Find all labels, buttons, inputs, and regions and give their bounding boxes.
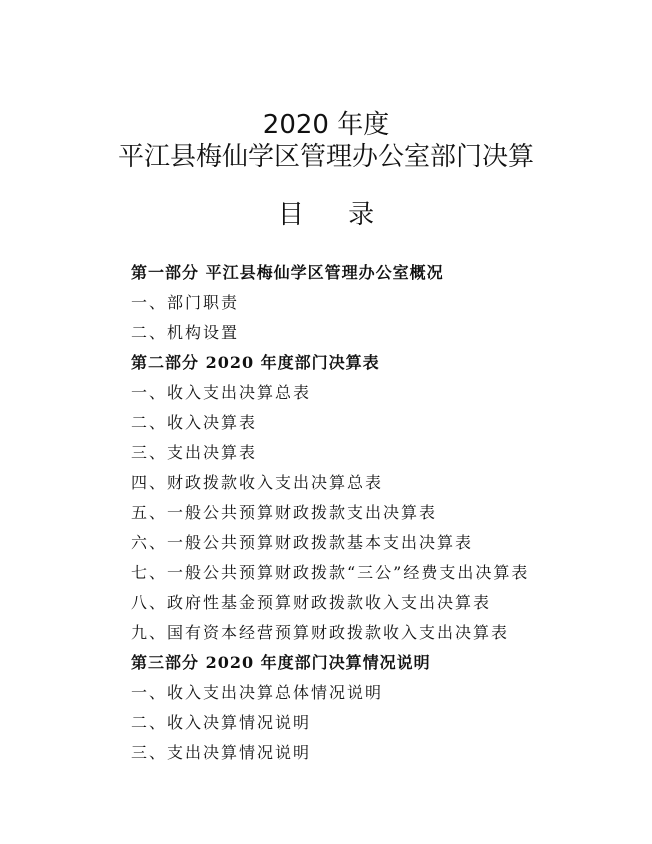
toc-heading: 目 录 bbox=[277, 200, 393, 230]
toc-item-three-public-expenses: 七、一般公共预算财政拨款“三公”经费支出决算表 bbox=[131, 563, 530, 582]
toc-item-income-description: 二、收入决算情况说明 bbox=[131, 713, 312, 732]
toc-item-overall-description: 一、收入支出决算总体情况说明 bbox=[131, 683, 384, 702]
toc-item-general-budget-basic-expense: 六、一般公共预算财政拨款基本支出决算表 bbox=[131, 533, 474, 552]
toc-part-3: 第三部分 2020 年度部门决算情况说明 bbox=[131, 653, 431, 672]
toc-item-fiscal-appropriation-summary: 四、财政拨款收入支出决算总表 bbox=[131, 473, 384, 492]
toc-item-department-duties: 一、部门职责 bbox=[131, 293, 240, 312]
toc-item-expense-description: 三、支出决算情况说明 bbox=[131, 743, 312, 762]
toc-part-1: 第一部分 平江县梅仙学区管理办公室概况 bbox=[131, 263, 444, 282]
toc-item-government-fund: 八、政府性基金预算财政拨款收入支出决算表 bbox=[131, 593, 492, 612]
document-year-title: 2020 年度 bbox=[262, 110, 390, 140]
toc-item-expense-table: 三、支出决算表 bbox=[131, 443, 258, 462]
document-main-title: 平江县梅仙学区管理办公室部门决算 bbox=[117, 142, 534, 172]
toc-item-organization: 二、机构设置 bbox=[131, 323, 240, 342]
toc-item-general-budget-expense: 五、一般公共预算财政拨款支出决算表 bbox=[131, 503, 438, 522]
toc-item-income-expense-summary: 一、收入支出决算总表 bbox=[131, 383, 312, 402]
toc-part-2: 第二部分 2020 年度部门决算表 bbox=[131, 353, 380, 372]
toc-item-state-capital: 九、国有资本经营预算财政拨款收入支出决算表 bbox=[131, 623, 510, 642]
toc-item-income-table: 二、收入决算表 bbox=[131, 413, 258, 432]
table-of-contents bbox=[131, 258, 631, 768]
